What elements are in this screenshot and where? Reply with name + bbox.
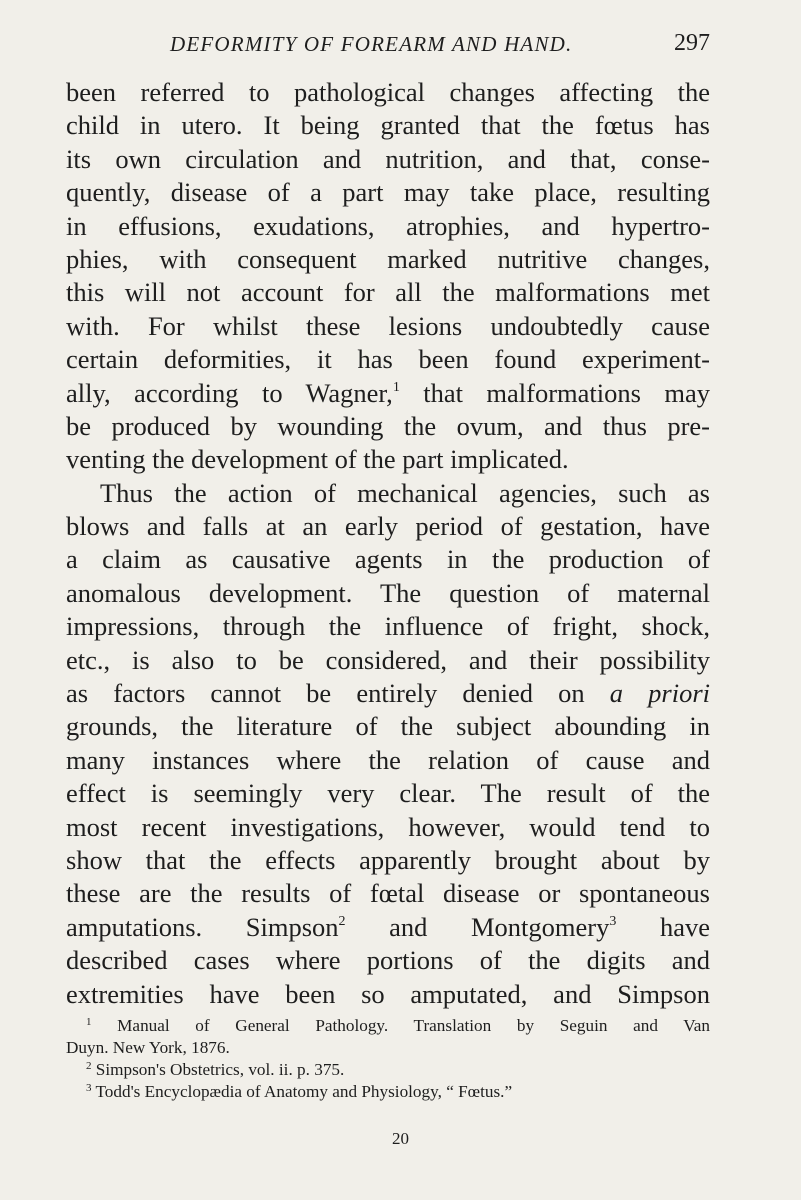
text-line: grounds, the literature of the subject abounding in bbox=[66, 711, 710, 742]
text-run: that malformations may bbox=[399, 377, 710, 408]
footnotes bbox=[66, 1015, 710, 1103]
text-line: be produced by wounding the ovum, and thus pre- bbox=[66, 410, 710, 441]
text-line: certain deformities, it has been found experiment- bbox=[66, 344, 710, 375]
text-run: have bbox=[616, 911, 710, 942]
body-text bbox=[66, 76, 710, 1011]
footnote-mark: 3 bbox=[86, 1082, 92, 1094]
text-line: this will not account for all the malformations met bbox=[66, 277, 710, 308]
footnote-text: Duyn. New York, 1876. bbox=[66, 1038, 230, 1057]
footnote-1 bbox=[66, 1015, 710, 1037]
text-line: show that the effects apparently brought about by bbox=[66, 844, 710, 875]
text-line: most recent investigations, however, would tend to bbox=[66, 811, 710, 842]
footnote-2 bbox=[66, 1059, 710, 1081]
text-line bbox=[66, 377, 710, 410]
footnote-text: Todd's Encyclopædia of Anatomy and Physiology, “ Fœtus.” bbox=[91, 1082, 513, 1101]
footnote-ref-2: 2 bbox=[338, 913, 346, 929]
text-line: in effusions, exudations, atrophies, and hypertro- bbox=[66, 210, 710, 241]
text-line: its own circulation and nutrition, and that, conse- bbox=[66, 143, 710, 174]
text-run: and Montgomery bbox=[345, 911, 610, 942]
text-run: amputations. Simpson bbox=[66, 911, 339, 942]
footnote-text: Manual of General Pathology. Translation by Seguin and Van bbox=[91, 1016, 710, 1035]
text-line: with. For whilst these lesions undoubtedly cause bbox=[66, 310, 710, 341]
footnote-ref-1: 1 bbox=[392, 379, 400, 395]
paragraph-start-line: Thus the action of mechanical agencies, such as bbox=[100, 477, 710, 508]
italic-phrase: a priori bbox=[609, 678, 710, 709]
footnote-mark: 2 bbox=[86, 1060, 92, 1072]
text-line: these are the results of fœtal disease or spontaneous bbox=[66, 878, 710, 909]
footnote-3 bbox=[66, 1081, 710, 1103]
footnote-ref-3: 3 bbox=[609, 913, 617, 929]
text-line bbox=[66, 677, 710, 710]
running-head: DEFORMITY OF FOREARM AND HAND. bbox=[170, 32, 573, 56]
footnote-1-continued bbox=[66, 1037, 710, 1059]
text-line: effect is seemingly very clear. The result of the bbox=[66, 778, 710, 809]
text-line: phies, with consequent marked nutritive changes, bbox=[66, 243, 710, 274]
text-run: ally, according to Wagner, bbox=[66, 377, 393, 408]
page-header bbox=[66, 30, 710, 60]
text-line: a claim as causative agents in the production of bbox=[66, 544, 710, 575]
text-line: been referred to pathological changes affecting the bbox=[66, 77, 710, 107]
text-line: venting the development of the part implicated. bbox=[66, 444, 569, 475]
page-number: 297 bbox=[674, 30, 710, 56]
text-line: child in utero. It being granted that the fœtus has bbox=[66, 110, 710, 141]
text-line: quently, disease of a part may take place, resulting bbox=[66, 177, 710, 208]
footnote-text: Simpson's Obstetrics, vol. ii. p. 375. bbox=[91, 1060, 345, 1079]
signature-mark: 20 bbox=[392, 1129, 409, 1148]
text-line: anomalous development. The question of maternal bbox=[66, 577, 710, 608]
text-line bbox=[66, 911, 710, 944]
footnote-mark: 1 bbox=[86, 1016, 92, 1028]
text-line: described cases where portions of the digits and bbox=[66, 945, 710, 976]
text-line: blows and falls at an early period of gestation, have bbox=[66, 511, 710, 542]
text-line: many instances where the relation of cause and bbox=[66, 744, 710, 775]
text-line: etc., is also to be considered, and their possibility bbox=[66, 644, 710, 675]
text-line: impressions, through the influence of fright, shock, bbox=[66, 611, 710, 642]
text-run: as factors cannot be entirely denied on bbox=[66, 678, 610, 709]
text-line: extremities have been so amputated, and Simpson bbox=[66, 978, 710, 1009]
